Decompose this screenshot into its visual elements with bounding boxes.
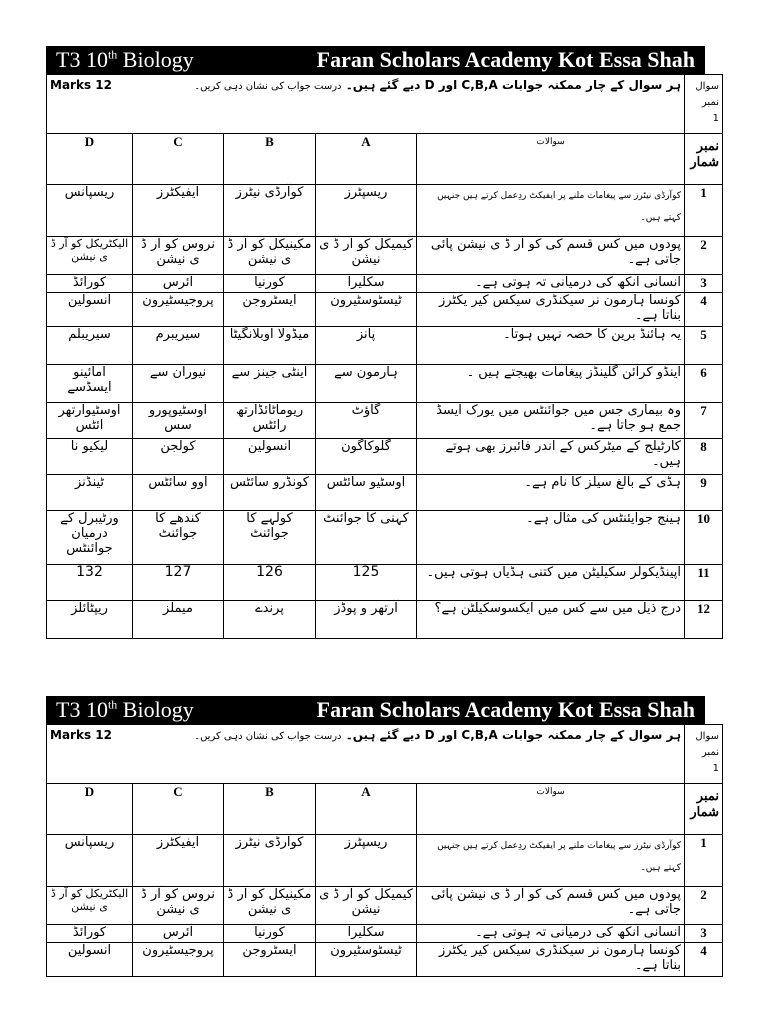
option-d: انسولین — [47, 293, 133, 327]
option-b: مکینیکل کو آر ڈ ی نیشن — [224, 237, 316, 275]
table-row — [47, 237, 723, 275]
option-b: کونڈرو سائٹس — [224, 475, 316, 511]
option-d: سیریبلم — [47, 327, 133, 365]
question-table — [46, 724, 723, 977]
question-number-cell: سوال نمبر 1 — [685, 75, 723, 134]
question-text: کارٹیلج کے میٹرکس کے اندر فائبرز بھی ہوتے ہیں۔ — [417, 439, 685, 475]
option-d: امائینو ایسڈسے — [47, 365, 133, 403]
option-d: ریسپانس — [47, 835, 133, 887]
option-a: اوسٹیو سائٹس — [316, 475, 417, 511]
option-c: ایفیکٹرز — [133, 835, 224, 887]
option-b: اینٹی جینز سے — [224, 365, 316, 403]
serial-number: 2 — [685, 237, 723, 275]
table-row — [47, 185, 723, 237]
serial-number: 6 — [685, 365, 723, 403]
option-c: میملز — [133, 601, 224, 639]
serial-number: 7 — [685, 403, 723, 439]
option-b: کولہے کا جوائنٹ — [224, 511, 316, 565]
question-text: کونسا ہارمون نر سیکنڈری سیکس کیر یکٹرز بناتا ہے۔ — [417, 293, 685, 327]
option-b: کورنیا — [224, 275, 316, 293]
table-row — [47, 327, 723, 365]
serial-number: 12 — [685, 601, 723, 639]
question-text: انسانی آنکھ کی درمیانی تہ ہوتی ہے۔ — [417, 925, 685, 943]
question-text: کوآرڈی نیٹرز سے پیغامات ملنے پر ایفیکٹ ردِعمل کرتے ہیں جنہیں کہتے ہیں۔ — [417, 185, 685, 237]
option-b: انسولین — [224, 439, 316, 475]
option-c: کولجن — [133, 439, 224, 475]
table-row — [47, 925, 723, 943]
table-row — [47, 403, 723, 439]
option-c: پروجیسٹیرون — [133, 943, 224, 977]
option-b: کورنیا — [224, 925, 316, 943]
serial-number: 2 — [685, 887, 723, 925]
col-b: B — [224, 784, 316, 835]
table-row — [47, 565, 723, 601]
col-serial: نمبر شمار — [685, 134, 723, 185]
option-c: آئرس — [133, 925, 224, 943]
option-c: ایفیکٹرز — [133, 185, 224, 237]
option-d: الیکٹریکل کو آر ڈ ی نیشن — [47, 887, 133, 925]
option-d: ورٹیبرل کے درمیان جوائنٹس — [47, 511, 133, 565]
question-text: پودوں میں کس قسم کی کو آر ڈ ی نیشن پائی جاتی ہے۔ — [417, 237, 685, 275]
option-d: لیکیو نا — [47, 439, 133, 475]
serial-number: 3 — [685, 925, 723, 943]
option-a: کیمیکل کو آر ڈ ی نیشن — [316, 237, 417, 275]
table-row — [47, 943, 723, 977]
serial-number: 4 — [685, 293, 723, 327]
option-a: 125 — [316, 565, 417, 601]
serial-number: 1 — [685, 835, 723, 887]
option-a: سکلیرا — [316, 275, 417, 293]
option-d: ریپٹائلز — [47, 601, 133, 639]
option-b: کوآرڈی نیٹرز — [224, 835, 316, 887]
class-title: T3 10th Biology — [56, 47, 194, 72]
serial-number: 10 — [685, 511, 723, 565]
option-a: گلوکاگون — [316, 439, 417, 475]
marks-label: Marks 12 — [50, 728, 112, 742]
instructions: Marks 12 ہر سوال کے چار ممکنہ جوابات C,B,A اور D دیے گئے ہیں۔ درست جواب کی نشان دہی کریں۔ — [47, 725, 685, 784]
table-row — [47, 887, 723, 925]
option-b: پرندے — [224, 601, 316, 639]
option-d: الیکٹریکل کو آر ڈ ی نیشن — [47, 237, 133, 275]
option-a: کیمیکل کو آر ڈ ی نیشن — [316, 887, 417, 925]
col-b: B — [224, 134, 316, 185]
serial-number: 3 — [685, 275, 723, 293]
serial-number: 1 — [685, 185, 723, 237]
table-row — [47, 511, 723, 565]
table-row — [47, 475, 723, 511]
quiz-sheet-1 — [46, 46, 722, 639]
col-c: C — [133, 134, 224, 185]
option-a: ہارمون سے — [316, 365, 417, 403]
option-b: مکینیکل کو آر ڈ ی نیشن — [224, 887, 316, 925]
option-c: کندھے کا جوائنٹ — [133, 511, 224, 565]
col-d: D — [47, 134, 133, 185]
academy-name: Faran Scholars Academy Kot Essa Shah — [316, 47, 695, 72]
table-row — [47, 275, 723, 293]
question-text: اپینڈیکولر سکیلیٹن میں کتنی ہڈیاں ہوتی ہیں۔ — [417, 565, 685, 601]
option-d: کورائڈ — [47, 925, 133, 943]
col-a: A — [316, 134, 417, 185]
option-c: اوو سائٹس — [133, 475, 224, 511]
serial-number: 11 — [685, 565, 723, 601]
option-d: 132 — [47, 565, 133, 601]
option-b: کوآرڈی نیٹرز — [224, 185, 316, 237]
instruction-row — [47, 725, 723, 784]
instruction-row — [47, 75, 723, 134]
serial-number: 4 — [685, 943, 723, 977]
option-a: ریسپٹرز — [316, 185, 417, 237]
option-a: ریسپٹرز — [316, 835, 417, 887]
option-d: کورائڈ — [47, 275, 133, 293]
option-a: سکلیرا — [316, 925, 417, 943]
question-text: کوآرڈی نیٹرز سے پیغامات ملنے پر ایفیکٹ ردِعمل کرتے ہیں جنہیں کہتے ہیں۔ — [417, 835, 685, 887]
col-d: D — [47, 784, 133, 835]
question-text: یہ ہائنڈ برین کا حصہ نہیں ہوتا۔ — [417, 327, 685, 365]
option-d: انسولین — [47, 943, 133, 977]
question-table — [46, 74, 723, 639]
table-row — [47, 601, 723, 639]
column-header-row — [47, 134, 723, 185]
option-c: آئرس — [133, 275, 224, 293]
option-b: ریوماٹائڈارتھ رائٹس — [224, 403, 316, 439]
col-c: C — [133, 784, 224, 835]
option-a: پانز — [316, 327, 417, 365]
academy-name: Faran Scholars Academy Kot Essa Shah — [316, 697, 695, 722]
marks-label: Marks 12 — [50, 78, 112, 92]
option-c: نیوران سے — [133, 365, 224, 403]
quiz-sheet-2 — [46, 696, 722, 977]
option-a: ٹیسٹوسٹیرون — [316, 293, 417, 327]
table-row — [47, 835, 723, 887]
option-b: 126 — [224, 565, 316, 601]
option-b: میڈولا اوبلانگیٹا — [224, 327, 316, 365]
option-a: کہنی کا جوائنٹ — [316, 511, 417, 565]
option-d: ٹینڈنز — [47, 475, 133, 511]
class-title: T3 10th Biology — [56, 697, 194, 722]
col-questions: سوالات — [417, 784, 685, 835]
option-c: نروس کو آر ڈ ی نیشن — [133, 237, 224, 275]
question-text: ہڈی کے بالغ سیلز کا نام ہے۔ — [417, 475, 685, 511]
table-row — [47, 293, 723, 327]
table-row — [47, 439, 723, 475]
col-serial: نمبر شمار — [685, 784, 723, 835]
question-text: اینڈو کرائن گلینڈز پیغامات بھیجتے ہیں ۔ — [417, 365, 685, 403]
question-text: انسانی آنکھ کی درمیانی تہ ہوتی ہے۔ — [417, 275, 685, 293]
option-c: پروجیسٹیرون — [133, 293, 224, 327]
option-d: اوسٹیوآرتھر ائٹس — [47, 403, 133, 439]
option-a: ٹیسٹوسٹیرون — [316, 943, 417, 977]
question-text: وہ بیماری جس میں جوائنٹس میں یورک ایسڈ جمع ہو جاتا ہے۔ — [417, 403, 685, 439]
option-c: نروس کو آر ڈ ی نیشن — [133, 887, 224, 925]
option-a: آرتھر و پوڈز — [316, 601, 417, 639]
question-text: درج ذیل میں سے کس میں ایکسوسکیلٹن ہے؟ — [417, 601, 685, 639]
column-header-row — [47, 784, 723, 835]
option-d: ریسپانس — [47, 185, 133, 237]
option-c: 127 — [133, 565, 224, 601]
option-c: سیریبرم — [133, 327, 224, 365]
question-text: ہینج جوایئنٹس کی مثال ہے۔ — [417, 511, 685, 565]
serial-number: 5 — [685, 327, 723, 365]
question-text: کونسا ہارمون نر سیکنڈری سیکس کیر یکٹرز بناتا ہے۔ — [417, 943, 685, 977]
serial-number: 8 — [685, 439, 723, 475]
serial-number: 9 — [685, 475, 723, 511]
option-a: گاؤٹ — [316, 403, 417, 439]
question-number-cell: سوال نمبر 1 — [685, 725, 723, 784]
title-bar — [46, 46, 705, 74]
instructions: Marks 12 ہر سوال کے چار ممکنہ جوابات C,B,A اور D دیے گئے ہیں۔ درست جواب کی نشان دہی کریں۔ — [47, 75, 685, 134]
col-a: A — [316, 784, 417, 835]
option-c: اوسٹیوپورو سس — [133, 403, 224, 439]
title-bar — [46, 696, 705, 724]
table-row — [47, 365, 723, 403]
option-b: ایسٹروجن — [224, 943, 316, 977]
option-b: ایسٹروجن — [224, 293, 316, 327]
question-text: پودوں میں کس قسم کی کو آر ڈ ی نیشن پائی جاتی ہے۔ — [417, 887, 685, 925]
col-questions: سوالات — [417, 134, 685, 185]
